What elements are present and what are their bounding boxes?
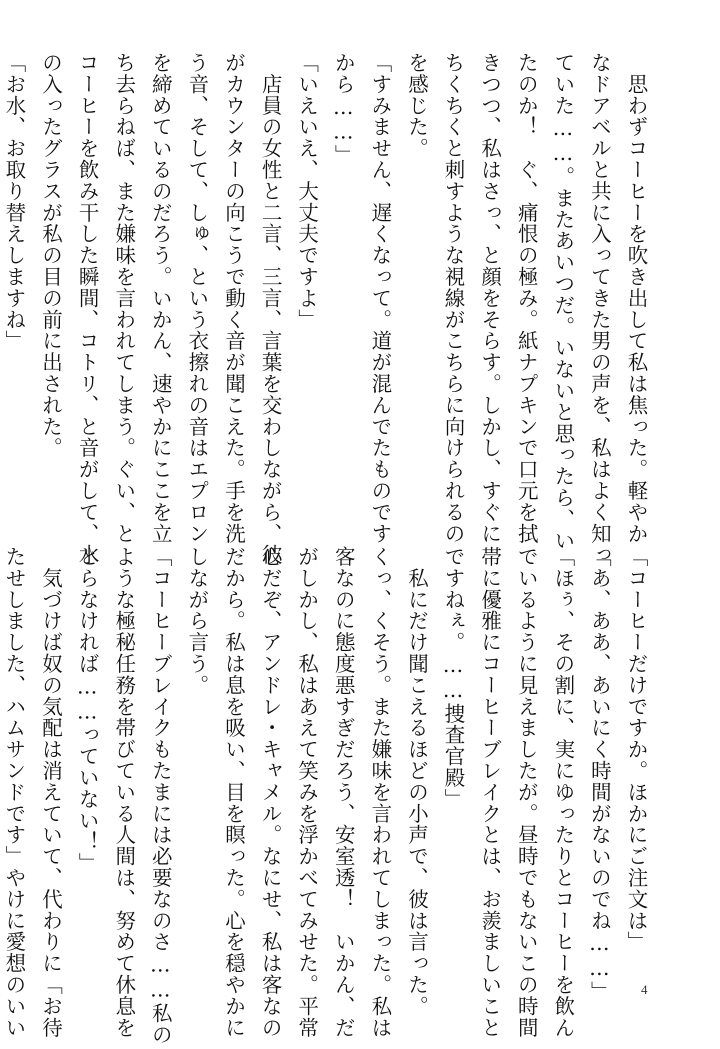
text-line: 「ほぅ、その割に、実にゆったりとコーヒーを飲ん xyxy=(550,546,575,1039)
text-line: を感じた。 xyxy=(404,52,429,159)
text-line: 思わずコーヒーを吹き出して私は焦った。軽やか xyxy=(624,52,648,545)
text-line: なドアベルと共に入ってきた男の声を、私はよく知っ xyxy=(587,52,612,566)
text-line: 「お水、お取り替えしますね」 xyxy=(1,52,26,352)
text-line: だから。私は息を吸い、目を瞑った。心を穏やかに xyxy=(221,546,246,1039)
text-line: 店員の女性と二言、三言、言葉を交わしながら、彼 xyxy=(258,52,283,566)
text-line: ちくちくと刺すような視線がこちらに向けられるの xyxy=(441,52,466,545)
text-line: たのか！ ぐ、痛恨の極み。紙ナプキンで口元を拭 xyxy=(514,52,539,545)
text-line: ような極秘任務を帯びている人間は、努めて休息を xyxy=(111,546,136,1039)
text-line: 心だぞ、アンドレ・キャメル。なにせ、私は客なの xyxy=(258,546,283,1039)
text-line: 「コーヒーだけですか。ほかにご注文は」 xyxy=(624,546,648,953)
upper-text-column xyxy=(0,52,654,566)
text-line: う音、そして、しゅ、という衣擦れの音はエプロン xyxy=(184,52,209,545)
text-line: とらなければ……っていない！」 xyxy=(75,546,100,874)
text-line: くっ、くそう。また嫌味を言われてしまった。私は xyxy=(367,546,392,1039)
lower-text-column xyxy=(0,546,654,1046)
text-line: コーヒーを飲み干した瞬間、コトリ、と音がして、水 xyxy=(75,52,100,566)
text-line: を締めているのだろう。いかん、速やかにここを立 xyxy=(148,52,173,545)
text-line: がカウンターの向こうで動く音が聞こえた。手を洗 xyxy=(221,52,246,545)
text-line: たせしました、ハムサンドです」やけに愛想のいい xyxy=(1,546,26,1039)
text-line: ていた……。またあいつだ。いないと思ったら、い xyxy=(550,52,575,552)
text-line: でいるように見えましたが。昼時でもないこの時間 xyxy=(514,546,539,1039)
text-line: きつつ、私はさっ、と顔をそらす。しかし、すぐに xyxy=(477,52,502,545)
text-line: ですねぇ。……捜査官殿」 xyxy=(441,546,466,810)
text-line: 「すみません、遅くなって。道が混んでたものです xyxy=(367,52,392,545)
page-number: 4 xyxy=(641,982,648,997)
text-line: 「コーヒーブレイクもたまには必要なのさ……私の xyxy=(148,546,173,1046)
text-line: 客なのに態度悪すぎだろう、安室透！ いかん、だ xyxy=(331,546,356,1039)
text-line: 帯に優雅にコーヒーブレイクとは、お羨ましいこと xyxy=(477,546,502,1039)
text-line: がしかし、私はあえて笑みを浮かべてみせた。平常 xyxy=(294,546,319,1039)
text-line: 「いえいえ、大丈夫ですよ」 xyxy=(294,52,319,331)
text-line: の入ったグラスが私の目の前に出された。 xyxy=(38,52,63,459)
text-line: 気づけば奴の気配は消えていて、代わりに「お待 xyxy=(38,546,63,1039)
text-line: ち去らねば、また嫌味を言われてしまう。ぐい、と xyxy=(111,52,136,545)
text-line: 「あ、ああ、あいにく時間がないのでね……」 xyxy=(587,546,612,1003)
text-line: 私にだけ聞こえるほどの小声で、彼は言った。 xyxy=(404,546,429,1017)
text-line: しながら言う。 xyxy=(184,546,209,696)
text-line: から……」 xyxy=(331,52,356,166)
